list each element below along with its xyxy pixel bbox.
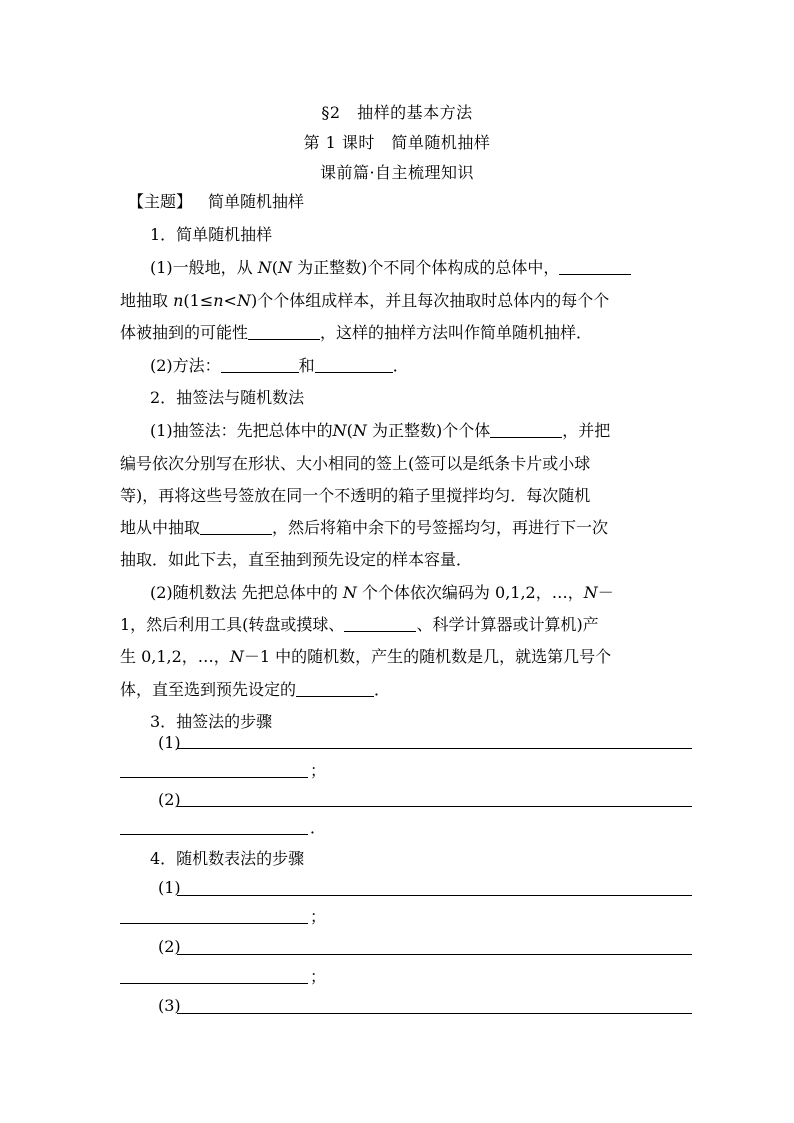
s4-step2-num: (2) <box>158 937 181 956</box>
s2-p1-line4: 地从中抽取 ，然后将箱中余下的号签摇均匀，再进行下一次 <box>120 518 609 537</box>
theme-name: 简单随机抽样 <box>208 192 305 211</box>
answer-line[interactable] <box>120 983 308 984</box>
theme-label: 【主题】 <box>128 192 193 211</box>
fill-blank[interactable] <box>490 421 562 438</box>
s2-p1-line1: (1)抽签法：先把总体中的N(N 为正整数)个个体 ，并把 <box>150 421 611 440</box>
answer-line[interactable] <box>177 1013 692 1014</box>
answer-line[interactable] <box>120 834 308 835</box>
s4-step1-num: (1) <box>158 878 181 897</box>
s4-step2-end: ； <box>310 967 327 986</box>
s1-p1-line3: 体被抽到的可能性 ，这样的抽样方法叫作简单随机抽样． <box>120 323 593 342</box>
fill-blank[interactable] <box>315 356 393 373</box>
s2-p2-line2: 1，然后利用工具(转盘或摸球、 、科学计算器或计算机)产 <box>120 615 599 634</box>
s3-step2-end: ． <box>310 818 327 837</box>
answer-line[interactable] <box>177 954 692 955</box>
fill-blank[interactable] <box>200 518 272 535</box>
fill-blank[interactable] <box>344 615 416 632</box>
theme-line <box>128 192 708 212</box>
answer-line[interactable] <box>177 895 692 896</box>
lesson-title: 第 1 课时 简单随机抽样 <box>303 133 491 152</box>
s1-p1-line1: (1)一般地，从 N(N 为正整数)个不同个体构成的总体中， <box>150 258 700 278</box>
section4-heading: 4．随机数表法的步骤 <box>150 849 305 868</box>
part-title: 课前篇·自主梳理知识 <box>319 163 475 182</box>
s2-p2-line3: 生 0,1,2，…，N－1 中的随机数，产生的随机数是几，就选第几号个 <box>120 647 612 666</box>
s4-step3-num: (3) <box>158 996 181 1015</box>
fill-blank[interactable] <box>221 356 299 373</box>
s1-p1-line2: 地抽取 n(1≤n<N)个个体组成样本，并且每次抽取时总体内的每个个 <box>120 291 610 310</box>
s1-p2: (2)方法： 和 ． <box>150 356 409 375</box>
answer-line[interactable] <box>120 777 308 778</box>
s2-p1-line3: 等)，再将这些号签放在同一个不透明的箱子里搅拌均匀．每次随机 <box>120 486 591 505</box>
section3-heading: 3．抽签法的步骤 <box>150 712 273 731</box>
s2-p2-line4: 体，直至选到预先设定的 ． <box>120 680 391 699</box>
s2-p1-line5: 抽取．如此下去，直至抽到预先设定的样本容量． <box>120 550 473 569</box>
s2-p1-line2: 编号依次分别写在形状、大小相同的签上(签可以是纸条卡片或小球 <box>120 454 591 473</box>
s4-step1-end: ； <box>310 907 327 926</box>
answer-line[interactable] <box>177 806 692 807</box>
s2-p2-line1: (2)随机数法 先把总体中的 N 个个体依次编码为 0,1,2，…，N－ <box>150 583 614 602</box>
answer-line[interactable] <box>120 923 308 924</box>
answer-line[interactable] <box>177 748 692 749</box>
fill-blank[interactable] <box>248 323 320 340</box>
s3-step2-num: (2) <box>158 790 181 809</box>
section1-heading: 1．简单随机抽样 <box>150 225 273 244</box>
section-title: §2 抽样的基本方法 <box>321 103 473 122</box>
fill-blank[interactable] <box>559 258 631 275</box>
s3-step1-num: (1) <box>158 733 181 752</box>
section2-heading: 2．抽签法与随机数法 <box>150 388 305 407</box>
fill-blank[interactable] <box>296 680 374 697</box>
s3-step1-end: ； <box>310 761 327 780</box>
